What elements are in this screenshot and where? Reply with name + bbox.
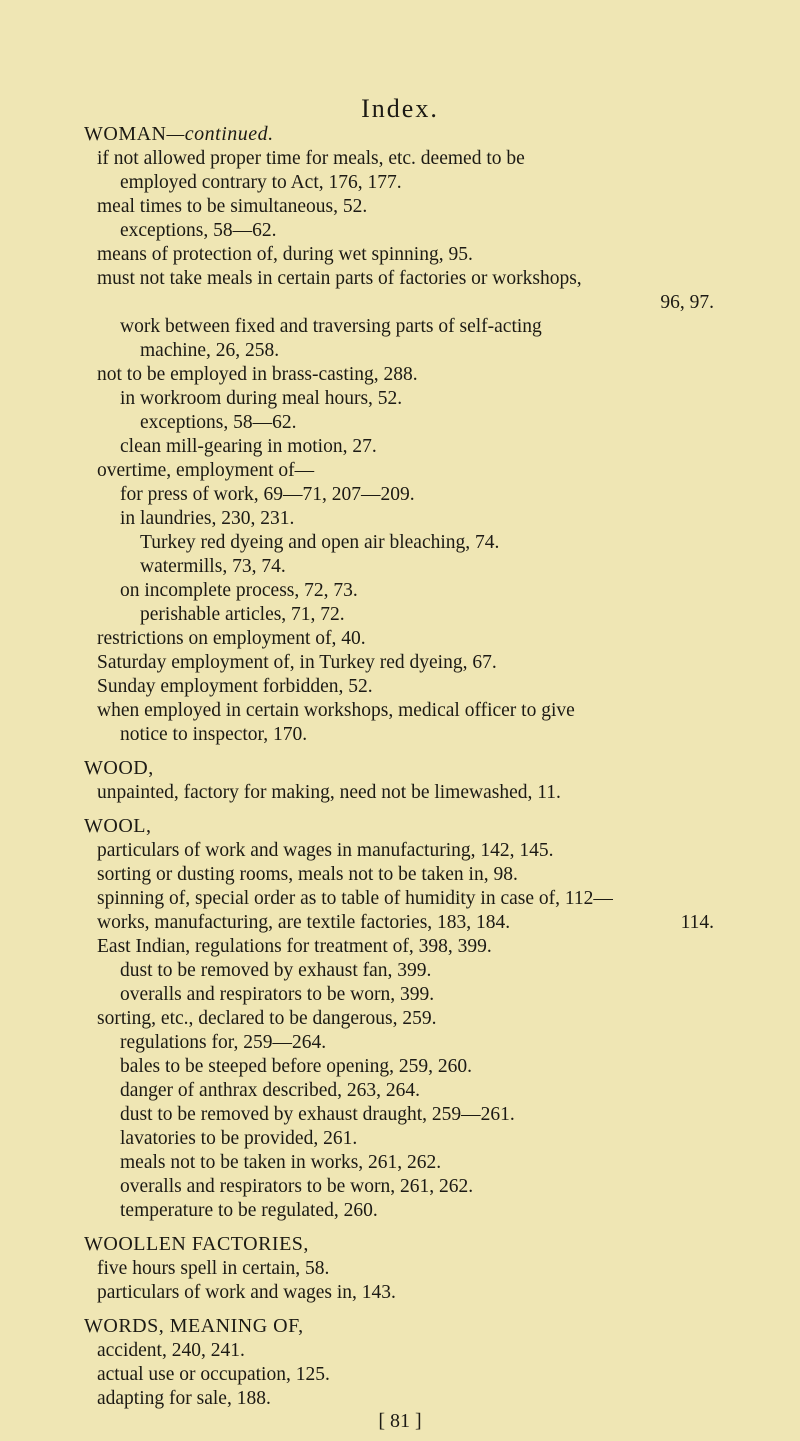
index-line: watermills, 73, 74. [140,556,286,577]
index-line: 114. [680,912,714,933]
index-line: overalls and respirators to be worn, 261, 262. [120,1176,474,1197]
index-line: means of protection of, during wet spinning, 95. [97,244,473,265]
index-line: spinning of, special order as to table of humidity in case of, 112— [97,888,613,909]
index-line: in workroom during meal hours, 52. [120,388,403,409]
index-line: meals not to be taken in works, 261, 262. [120,1152,442,1173]
heading-text: WOMAN [84,123,167,145]
index-line: for press of work, 69—71, 207—209. [120,484,415,505]
page-title: Index. [361,94,439,123]
entry-heading-woollen-factories: WOOLLEN FACTORIES, [84,1233,309,1255]
index-line: danger of anthrax described, 263, 264. [120,1080,420,1101]
index-line: actual use or occupation, 125. [97,1364,330,1385]
index-line: exceptions, 58—62. [140,412,297,433]
entry-heading-wood: WOOD, [84,757,154,779]
index-line: restrictions on employment of, 40. [97,628,366,649]
index-line: perishable articles, 71, 72. [140,604,345,625]
index-line: machine, 26, 258. [140,340,280,361]
entry-heading-wool: WOOL, [84,815,152,837]
index-line: regulations for, 259—264. [120,1032,327,1053]
index-line: if not allowed proper time for meals, etc. deemed to be [97,148,525,169]
index-line: works, manufacturing, are textile factories, 183, 184. [97,912,511,933]
index-line: on incomplete process, 72, 73. [120,580,358,601]
index-line: work between fixed and traversing parts of self-acting [120,316,542,337]
index-line: accident, 240, 241. [97,1340,245,1361]
index-line: Turkey red dyeing and open air bleaching, 74. [140,532,500,553]
index-line: 96, 97. [660,292,714,313]
index-line: employed contrary to Act, 176, 177. [120,172,402,193]
continued-label: —continued. [166,123,274,145]
entry-heading-woman [84,122,274,146]
entry-heading-words-meaning-of: WORDS, MEANING OF, [84,1315,304,1337]
index-line: dust to be removed by exhaust fan, 399. [120,960,432,981]
index-line: particulars of work and wages in manufacturing, 142, 145. [97,840,554,861]
page-number: [ 81 ] [378,1410,422,1432]
index-line: temperature to be regulated, 260. [120,1200,378,1221]
index-line: unpainted, factory for making, need not be limewashed, 11. [97,782,561,803]
index-line: when employed in certain workshops, medical officer to give [97,700,575,721]
index-line: lavatories to be provided, 261. [120,1128,358,1149]
index-line: must not take meals in certain parts of factories or workshops, [97,268,582,289]
index-line: Sunday employment forbidden, 52. [97,676,373,697]
index-line: clean mill-gearing in motion, 27. [120,436,377,457]
index-line: overalls and respirators to be worn, 399. [120,984,435,1005]
index-line: exceptions, 58—62. [120,220,277,241]
index-line: East Indian, regulations for treatment of, 398, 399. [97,936,492,957]
index-line: dust to be removed by exhaust draught, 259—261. [120,1104,515,1125]
index-line: overtime, employment of— [97,460,315,481]
index-line: five hours spell in certain, 58. [97,1258,330,1279]
index-line: adapting for sale, 188. [97,1388,271,1409]
index-line: sorting, etc., declared to be dangerous, 259. [97,1008,437,1029]
index-line: meal times to be simultaneous, 52. [97,196,368,217]
index-line: Saturday employment of, in Turkey red dyeing, 67. [97,652,497,673]
index-line: in laundries, 230, 231. [120,508,295,529]
index-line: sorting or dusting rooms, meals not to be taken in, 98. [97,864,518,885]
index-line: bales to be steeped before opening, 259, 260. [120,1056,472,1077]
index-line: not to be employed in brass-casting, 288. [97,364,418,385]
index-line: notice to inspector, 170. [120,724,308,745]
index-line: particulars of work and wages in, 143. [97,1282,396,1303]
